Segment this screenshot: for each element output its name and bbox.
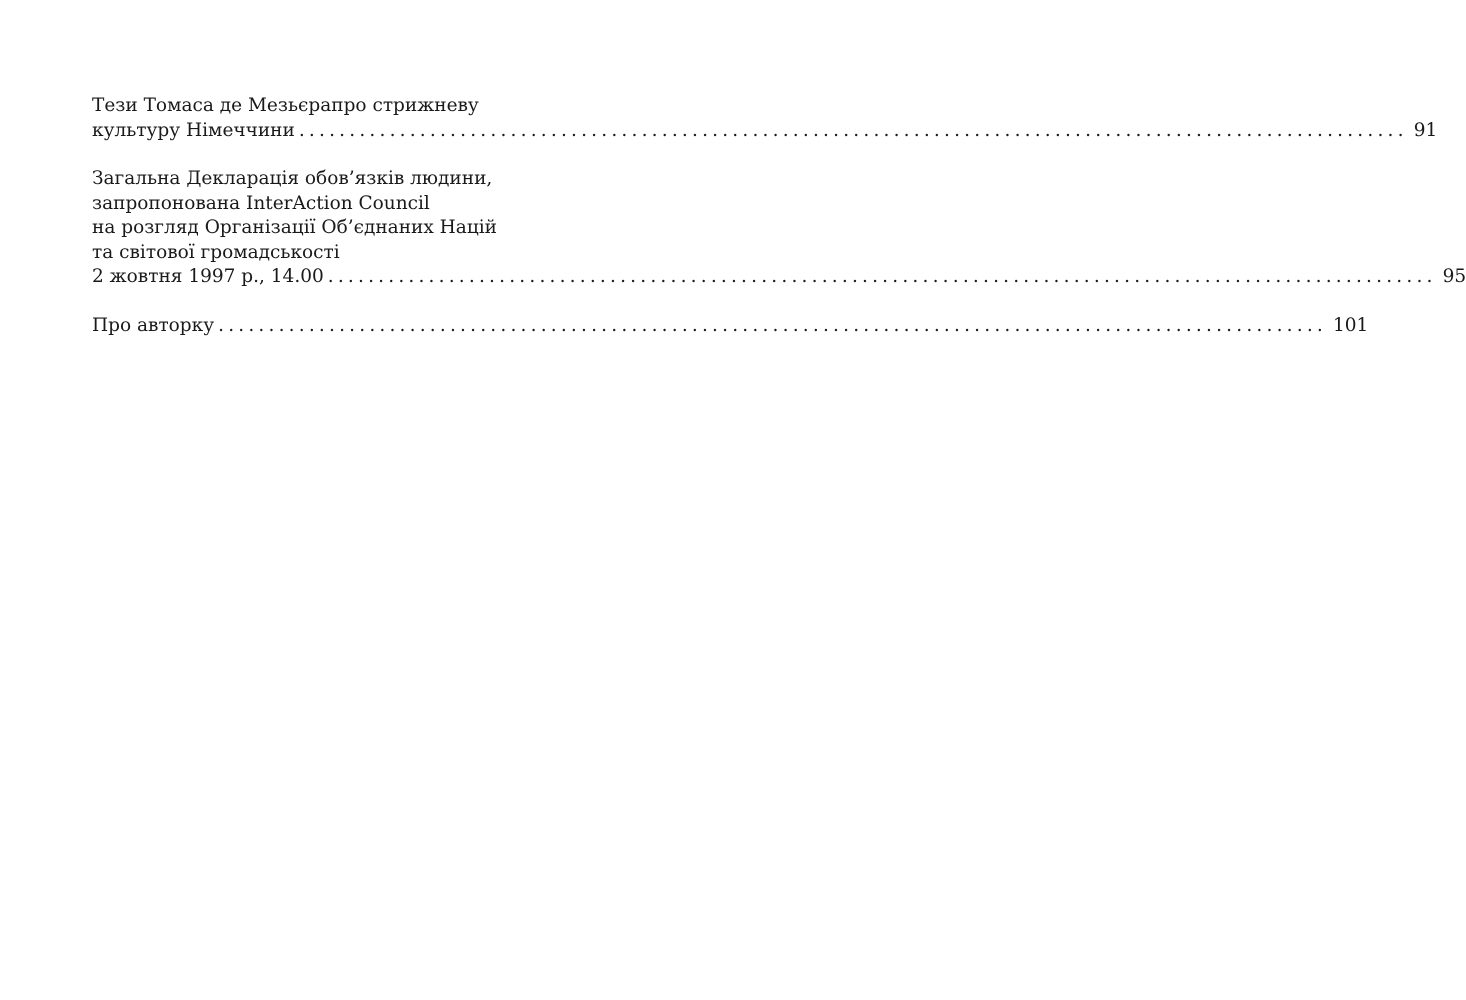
toc-entry-declaration [92, 167, 1466, 290]
toc-entry-title-line: Тези Томаса де Мезьєрапро стрижневу [92, 95, 479, 116]
toc-entry-title-line: на розгляд Організації Об’єднаних Націй [92, 217, 497, 238]
dot-leader: .............................................................................................................. [298, 119, 1408, 141]
toc-page-number: 91 [1413, 119, 1438, 141]
toc-entry-title-line: 2 жовтня 1997 р., 14.00 [92, 266, 324, 287]
table-of-contents [92, 94, 1466, 338]
toc-entry-mezieres-theses [92, 94, 1438, 143]
toc-entry-title-line: культуру Німеччини [92, 119, 295, 141]
dot-leader: .............................................................................................................. [218, 314, 1327, 336]
toc-entry-last-line [92, 119, 1438, 144]
toc-entry-title-line: запропонована InterAction Council [92, 192, 430, 214]
toc-entry-title-line: Загальна Декларація обов’язків людини, [92, 168, 493, 189]
toc-entry-title-line: Про авторку [92, 314, 215, 336]
toc-page-number: 101 [1332, 314, 1369, 336]
toc-entry-title-line: та світової громадськості [92, 241, 340, 263]
toc-entry-last-line [92, 265, 1466, 290]
toc-entry-last-line [92, 314, 1369, 339]
toc-entry-about-author [92, 314, 1369, 339]
toc-page-number: 95 [1442, 266, 1466, 287]
dot-leader: .............................................................................................................. [327, 266, 1437, 287]
